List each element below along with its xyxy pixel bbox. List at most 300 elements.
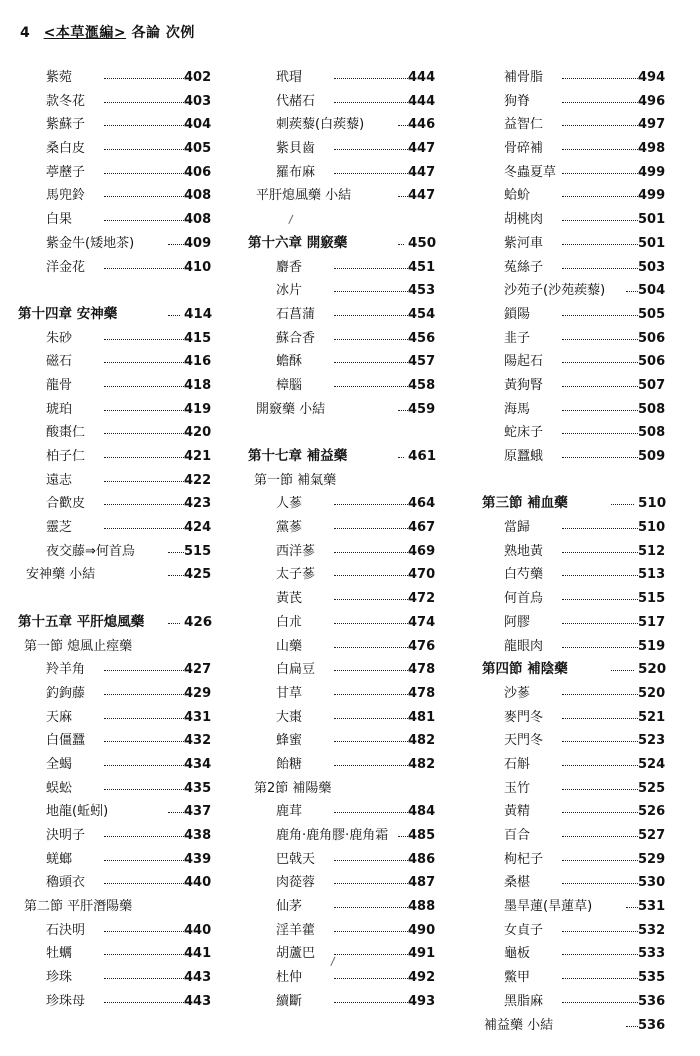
dot-leader bbox=[104, 481, 184, 482]
page-ref: 424 bbox=[184, 520, 212, 536]
entry-title: 白朮 bbox=[276, 611, 304, 635]
entry-title: 決明子 bbox=[46, 824, 87, 848]
toc-column-2 bbox=[248, 66, 437, 1014]
page-ref: 405 bbox=[184, 141, 212, 157]
page-ref: 485 bbox=[408, 828, 436, 843]
entry-title: 原蠶蛾 bbox=[504, 445, 545, 469]
entry-title: 冬蟲夏草 bbox=[504, 161, 558, 185]
toc-entry bbox=[476, 942, 666, 966]
page-ref: 519 bbox=[638, 638, 666, 654]
toc-entry bbox=[476, 966, 666, 990]
dot-leader bbox=[562, 1002, 638, 1003]
entry-title: 桑白皮 bbox=[46, 137, 87, 161]
dot-leader bbox=[104, 836, 184, 837]
page-ref: 403 bbox=[184, 93, 212, 109]
toc-entry bbox=[248, 706, 436, 730]
dot-leader bbox=[398, 410, 408, 411]
dot-leader bbox=[334, 575, 408, 576]
dot-leader bbox=[104, 78, 184, 79]
page-ref: 520 bbox=[638, 685, 666, 701]
page-ref: 444 bbox=[408, 70, 436, 85]
entry-title: 蜂蜜 bbox=[276, 729, 304, 753]
dot-leader bbox=[398, 836, 408, 837]
toc-entry bbox=[18, 66, 212, 90]
entry-title: 蜈蚣 bbox=[46, 777, 74, 801]
dot-leader bbox=[334, 315, 408, 316]
dot-leader bbox=[334, 718, 408, 719]
toc-entry bbox=[18, 161, 212, 185]
toc-entry bbox=[18, 777, 212, 801]
toc-entry bbox=[476, 66, 666, 90]
page-ref: 527 bbox=[638, 828, 666, 843]
entry-title: 益智仁 bbox=[504, 113, 545, 137]
entry-title: 海馬 bbox=[504, 398, 532, 422]
page-ref: 444 bbox=[408, 93, 436, 109]
dot-leader bbox=[104, 765, 184, 766]
toc-entry bbox=[18, 137, 212, 161]
page-ref: 464 bbox=[408, 496, 436, 512]
entry-title: 羅布麻 bbox=[276, 161, 317, 185]
entry-title: 牡蠣 bbox=[46, 942, 74, 966]
page-ref: 476 bbox=[408, 638, 436, 654]
page-ref: 427 bbox=[184, 662, 212, 678]
entry-title: 甘草 bbox=[276, 682, 304, 706]
dot-leader bbox=[104, 789, 184, 790]
chapter-heading bbox=[248, 232, 437, 256]
page-ref: 487 bbox=[408, 875, 436, 891]
page-ref: 441 bbox=[184, 946, 212, 962]
toc-entry bbox=[248, 256, 436, 280]
toc-entry bbox=[248, 848, 436, 872]
entry-title: 骨碎補 bbox=[504, 137, 545, 161]
dot-leader bbox=[104, 694, 184, 695]
page-ref: 425 bbox=[184, 567, 212, 583]
entry-title: 洋金花 bbox=[46, 256, 87, 280]
entry-title: 蛤蚧 bbox=[504, 184, 532, 208]
book-title: <本草滙編> bbox=[43, 25, 127, 41]
dot-leader bbox=[398, 244, 404, 245]
entry-title: 白僵蠶 bbox=[46, 729, 87, 753]
page-ref: 510 bbox=[638, 520, 666, 536]
entry-title: 麥門冬 bbox=[504, 706, 545, 730]
page-ref: 506 bbox=[638, 354, 666, 370]
dot-leader bbox=[562, 173, 638, 174]
toc-entry bbox=[476, 563, 666, 587]
toc-entry bbox=[248, 137, 436, 161]
toc-entry bbox=[18, 516, 212, 540]
dot-leader bbox=[104, 173, 184, 174]
page-ref: 521 bbox=[638, 709, 666, 725]
toc-entry bbox=[18, 658, 212, 682]
dot-leader bbox=[334, 883, 408, 884]
entry-title: 沙苑子(沙苑蒺藜) bbox=[504, 279, 607, 303]
dot-leader bbox=[168, 575, 184, 576]
dot-leader bbox=[334, 339, 408, 340]
entry-title: 黃精 bbox=[504, 800, 532, 824]
toc-entry bbox=[248, 966, 436, 990]
dot-leader bbox=[398, 457, 404, 458]
page-ref: 423 bbox=[184, 496, 212, 512]
entry-title: 安神藥 小結 bbox=[26, 563, 97, 587]
dot-leader bbox=[562, 765, 638, 766]
dot-leader bbox=[562, 220, 638, 221]
dot-leader bbox=[562, 694, 638, 695]
entry-title: 杜仲 bbox=[276, 966, 304, 990]
toc-entry bbox=[476, 895, 666, 919]
page-ref: 482 bbox=[408, 733, 436, 749]
entry-title: 蘇合香 bbox=[276, 327, 317, 351]
entry-title: 遠志 bbox=[46, 469, 74, 493]
entry-title: 沙蔘 bbox=[504, 682, 532, 706]
entry-title: 陽起石 bbox=[504, 350, 545, 374]
entry-title: 桑椹 bbox=[504, 871, 532, 895]
dot-leader bbox=[104, 504, 184, 505]
section-heading bbox=[476, 492, 667, 516]
toc-entry bbox=[248, 990, 436, 1014]
page-ref: 520 bbox=[638, 661, 667, 678]
toc-entry bbox=[476, 232, 666, 256]
toc-entry bbox=[476, 184, 666, 208]
entry-title: 第一節 補氣藥 bbox=[254, 469, 338, 493]
page-ref: 494 bbox=[638, 70, 666, 85]
toc-entry bbox=[18, 753, 212, 777]
page-ref: 469 bbox=[408, 543, 436, 559]
toc-entry bbox=[248, 563, 436, 587]
entry-title: 第一節 熄風止痙藥 bbox=[24, 635, 134, 659]
dot-leader bbox=[334, 78, 408, 79]
page-ref: 536 bbox=[638, 993, 666, 1009]
page-ref: 512 bbox=[638, 543, 666, 559]
entry-title: 鹿茸 bbox=[276, 800, 304, 824]
dot-leader bbox=[334, 599, 408, 600]
dot-leader bbox=[562, 125, 638, 126]
toc-entry bbox=[476, 516, 666, 540]
entry-title: 白扁豆 bbox=[276, 658, 317, 682]
toc-entry bbox=[18, 919, 212, 943]
entry-title: 當歸 bbox=[504, 516, 532, 540]
page-ref: 459 bbox=[408, 401, 436, 417]
page-ref: 536 bbox=[638, 1017, 666, 1033]
dot-leader bbox=[334, 647, 408, 648]
dot-leader bbox=[104, 883, 184, 884]
entry-title: 熟地黃 bbox=[504, 540, 545, 564]
dot-leader bbox=[334, 268, 408, 269]
page-ref: 414 bbox=[184, 305, 213, 322]
entry-title: 胡蘆巴 bbox=[276, 942, 317, 966]
page-ref: 474 bbox=[408, 614, 436, 630]
page-ref: 447 bbox=[408, 164, 436, 180]
entry-title: 枸杞子 bbox=[504, 848, 545, 872]
toc-entry bbox=[248, 635, 436, 659]
page-ref: 458 bbox=[408, 377, 436, 393]
dot-leader bbox=[626, 907, 638, 908]
page-ref: 493 bbox=[408, 993, 436, 1009]
toc-entry bbox=[476, 113, 666, 137]
toc-entry bbox=[18, 824, 212, 848]
toc-entry bbox=[18, 350, 212, 374]
entry-title: 第四節 補陰藥 bbox=[482, 658, 570, 682]
entry-title: 蜣螂 bbox=[46, 848, 74, 872]
toc-entry bbox=[476, 824, 666, 848]
entry-title: 釣鉤藤 bbox=[46, 682, 87, 706]
dot-leader bbox=[562, 836, 638, 837]
entry-title: 柏子仁 bbox=[46, 445, 87, 469]
dot-leader bbox=[562, 860, 638, 861]
dot-leader bbox=[562, 268, 638, 269]
dot-leader bbox=[562, 315, 638, 316]
page-ref: 486 bbox=[408, 851, 436, 867]
toc-entry bbox=[476, 256, 666, 280]
dot-leader bbox=[334, 765, 408, 766]
toc-entry bbox=[18, 966, 212, 990]
entry-title: 玉竹 bbox=[504, 777, 532, 801]
toc-entry bbox=[476, 350, 666, 374]
page-ref: 415 bbox=[184, 330, 212, 346]
page-ref: 443 bbox=[184, 970, 212, 986]
toc-entry bbox=[476, 848, 666, 872]
dot-leader bbox=[334, 907, 408, 908]
toc-entry bbox=[18, 398, 212, 422]
dot-leader bbox=[334, 931, 408, 932]
entry-title: 珍珠 bbox=[46, 966, 74, 990]
toc-entry bbox=[248, 753, 436, 777]
entry-title: 地龍(蚯蚓) bbox=[46, 800, 110, 824]
entry-title: 第二節 平肝潛陽藥 bbox=[24, 895, 134, 919]
dot-leader bbox=[334, 362, 408, 363]
toc-entry bbox=[248, 611, 436, 635]
dot-leader bbox=[562, 339, 638, 340]
page-ref: 529 bbox=[638, 851, 666, 867]
entry-title: 石決明 bbox=[46, 919, 87, 943]
dot-leader bbox=[562, 623, 638, 624]
page-ref: 498 bbox=[638, 141, 666, 157]
dot-leader bbox=[562, 789, 638, 790]
dot-leader bbox=[104, 149, 184, 150]
toc-entry bbox=[18, 942, 212, 966]
page-ref: 515 bbox=[638, 591, 666, 607]
dot-leader bbox=[562, 528, 638, 529]
entry-title: 鎖陽 bbox=[504, 303, 532, 327]
page-ref: 509 bbox=[638, 449, 666, 464]
entry-title: 玳瑁 bbox=[276, 66, 304, 90]
page-ref: 429 bbox=[184, 685, 212, 701]
header-subtitle: 各論 次例 bbox=[131, 25, 195, 41]
entry-title: 女貞子 bbox=[504, 919, 545, 943]
toc-entry bbox=[18, 421, 212, 445]
toc-entry bbox=[476, 398, 666, 422]
spacer bbox=[248, 208, 432, 232]
page-ref: 524 bbox=[638, 756, 666, 772]
dot-leader bbox=[334, 978, 408, 979]
page-ref: 501 bbox=[638, 235, 666, 251]
dot-leader bbox=[611, 670, 634, 671]
dot-leader bbox=[334, 812, 408, 813]
dot-leader bbox=[168, 812, 184, 813]
entry-title: 白果 bbox=[46, 208, 74, 232]
toc-entry bbox=[18, 445, 212, 469]
dot-leader bbox=[104, 528, 184, 529]
entry-title: 黨蔘 bbox=[276, 516, 304, 540]
toc-entry bbox=[476, 208, 666, 232]
dot-leader bbox=[104, 102, 184, 103]
page-ref: 438 bbox=[184, 828, 212, 843]
page-ref: 421 bbox=[184, 449, 212, 464]
chapter-heading bbox=[18, 303, 213, 327]
section-title bbox=[248, 469, 432, 493]
entry-title: 菟絲子 bbox=[504, 256, 545, 280]
entry-title: 阿膠 bbox=[504, 611, 532, 635]
dot-leader bbox=[334, 694, 408, 695]
entry-title: 全蝎 bbox=[46, 753, 74, 777]
dot-leader bbox=[562, 149, 638, 150]
toc-entry bbox=[18, 208, 212, 232]
spacer bbox=[18, 279, 208, 303]
entry-title: 肉蓯蓉 bbox=[276, 871, 317, 895]
dot-leader bbox=[562, 102, 638, 103]
entry-title: 百合 bbox=[504, 824, 532, 848]
dot-leader bbox=[104, 741, 184, 742]
spacer bbox=[476, 469, 662, 493]
page-ref: 422 bbox=[184, 472, 212, 488]
entry-title: 琥珀 bbox=[46, 398, 74, 422]
entry-title: 刺蒺藜(白蒺藜) bbox=[276, 113, 366, 137]
page-ref: 513 bbox=[638, 567, 666, 583]
entry-title: 續斷 bbox=[276, 990, 304, 1014]
page-ref: 488 bbox=[408, 899, 436, 915]
entry-title: 人蔘 bbox=[276, 492, 304, 516]
page-ref: 419 bbox=[184, 401, 212, 417]
dot-leader bbox=[334, 860, 408, 861]
toc-entry bbox=[476, 161, 666, 185]
entry-title: 黃芪 bbox=[276, 587, 304, 611]
page-ref: 478 bbox=[408, 662, 436, 678]
page-ref: 526 bbox=[638, 804, 666, 820]
toc-entry bbox=[248, 871, 436, 895]
toc-entry bbox=[248, 824, 436, 848]
toc-entry bbox=[248, 729, 436, 753]
toc-entry bbox=[18, 540, 212, 564]
entry-title: 黑脂麻 bbox=[504, 990, 545, 1014]
dot-leader bbox=[562, 433, 638, 434]
page-ref: 503 bbox=[638, 259, 666, 275]
page-ref: 507 bbox=[638, 377, 666, 393]
toc-entry bbox=[248, 161, 436, 185]
page-ref: 434 bbox=[184, 756, 212, 772]
toc-entry bbox=[18, 232, 212, 256]
entry-title: 樟腦 bbox=[276, 374, 304, 398]
entry-title: 龍骨 bbox=[46, 374, 74, 398]
dot-leader bbox=[104, 718, 184, 719]
entry-title: 白芍藥 bbox=[504, 563, 545, 587]
page-ref: 402 bbox=[184, 70, 212, 85]
toc-entry bbox=[248, 516, 436, 540]
page-ref: 478 bbox=[408, 685, 436, 701]
dot-leader bbox=[334, 504, 408, 505]
page-ref: 437 bbox=[184, 804, 212, 820]
toc-entry bbox=[476, 445, 666, 469]
entry-title: 冰片 bbox=[276, 279, 304, 303]
toc-entry bbox=[476, 990, 666, 1014]
page-ref: 499 bbox=[638, 188, 666, 204]
dot-leader bbox=[626, 291, 638, 292]
toc-entry bbox=[248, 90, 436, 114]
dot-leader bbox=[562, 741, 638, 742]
page-ref: 506 bbox=[638, 330, 666, 346]
page-ref: 523 bbox=[638, 733, 666, 749]
page-ref: 531 bbox=[638, 899, 666, 915]
dot-leader bbox=[562, 954, 638, 955]
entry-title: 夜交藤⇒何首烏 bbox=[46, 540, 137, 564]
entry-title: 代赭石 bbox=[276, 90, 317, 114]
entry-title: 第三節 補血藥 bbox=[482, 492, 570, 516]
entry-title: 黃狗腎 bbox=[504, 374, 545, 398]
entry-title: 石斛 bbox=[504, 753, 532, 777]
spacer bbox=[18, 587, 208, 611]
page-ref: 453 bbox=[408, 283, 436, 299]
dot-leader bbox=[104, 362, 184, 363]
dot-leader bbox=[398, 125, 408, 126]
page-ref: 497 bbox=[638, 117, 666, 133]
toc-entry bbox=[248, 374, 436, 398]
entry-title: 朱砂 bbox=[46, 327, 74, 351]
entry-title: 蟾酥 bbox=[276, 350, 304, 374]
toc-entry bbox=[18, 113, 212, 137]
page-ref: 451 bbox=[408, 259, 436, 275]
page-ref: 517 bbox=[638, 614, 666, 630]
entry-title: 紫菀 bbox=[46, 66, 74, 90]
toc-entry bbox=[476, 871, 666, 895]
entry-title: 補益藥 小結 bbox=[484, 1014, 555, 1038]
dot-leader bbox=[562, 410, 638, 411]
toc-entry bbox=[476, 611, 666, 635]
toc-entry bbox=[248, 113, 436, 137]
page-ref: 467 bbox=[408, 520, 436, 536]
toc-entry bbox=[248, 492, 436, 516]
dot-leader bbox=[562, 812, 638, 813]
page-header bbox=[20, 22, 195, 42]
entry-title: 第十六章 開竅藥 bbox=[248, 232, 349, 256]
toc-entry bbox=[476, 800, 666, 824]
entry-title: 開竅藥 小結 bbox=[256, 398, 327, 422]
toc-entry bbox=[476, 635, 666, 659]
dot-leader bbox=[104, 978, 184, 979]
toc-entry bbox=[476, 279, 666, 303]
page-ref: 492 bbox=[408, 970, 436, 986]
dot-leader bbox=[626, 1026, 638, 1027]
toc-entry bbox=[248, 350, 436, 374]
toc-entry bbox=[18, 800, 212, 824]
dot-leader bbox=[562, 978, 638, 979]
page-ref: 432 bbox=[184, 733, 212, 749]
dot-leader bbox=[168, 244, 184, 245]
toc-entry bbox=[18, 682, 212, 706]
toc-entry bbox=[18, 990, 212, 1014]
page-ref: 461 bbox=[408, 448, 437, 464]
entry-title: 山藥 bbox=[276, 635, 304, 659]
page-ref: 457 bbox=[408, 354, 436, 370]
page-ref: 532 bbox=[638, 922, 666, 938]
dot-leader bbox=[104, 125, 184, 126]
page-ref: 470 bbox=[408, 567, 436, 583]
entry-title: 墨旱蓮(旱蓮草) bbox=[504, 895, 594, 919]
toc-entry bbox=[18, 729, 212, 753]
page-ref: 409 bbox=[184, 235, 212, 251]
page-ref: 481 bbox=[408, 709, 436, 725]
dot-leader bbox=[168, 315, 180, 316]
toc-entry bbox=[248, 303, 436, 327]
page-ref: 431 bbox=[184, 709, 212, 725]
entry-title: 合歡皮 bbox=[46, 492, 87, 516]
